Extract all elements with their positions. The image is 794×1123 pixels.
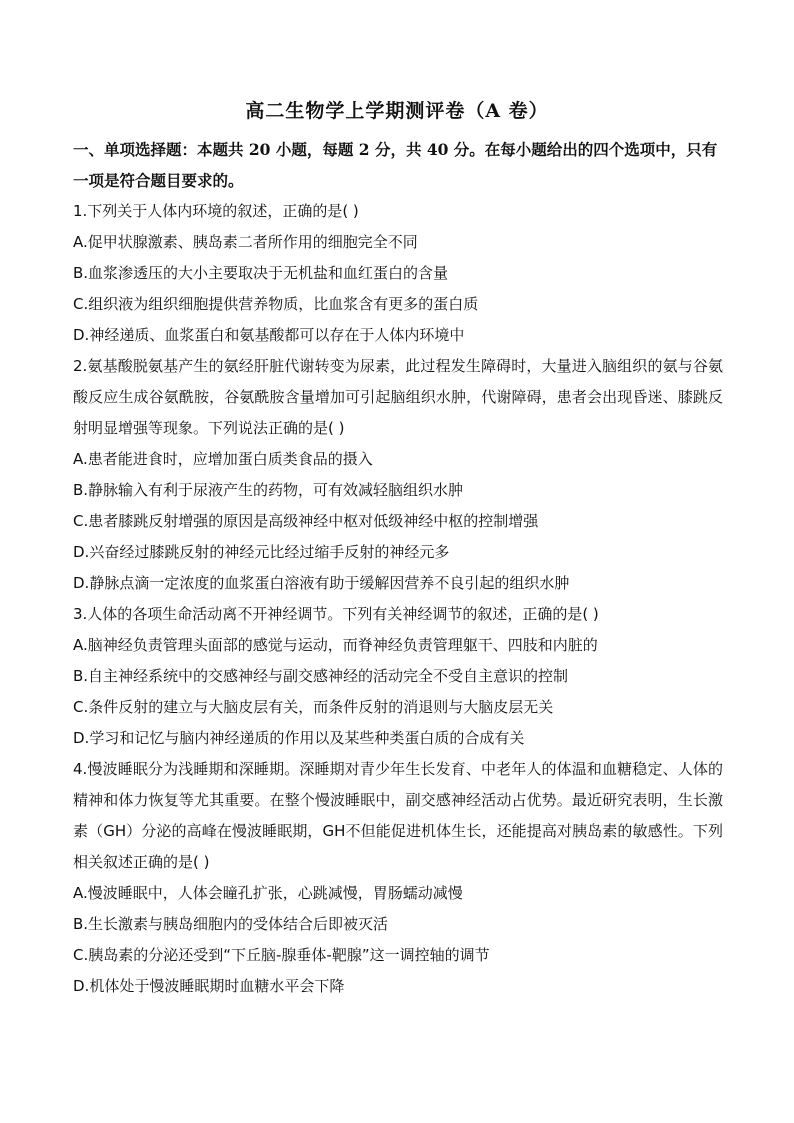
option-a: A.脑神经负责管理头面部的感觉与运动，而脊神经负责管理躯干、四肢和内脏的 (73, 636, 598, 654)
question-3 (73, 599, 723, 754)
option-d: D.兴奋经过膝跳反射的神经元比经过缩手反射的神经元多 (73, 543, 450, 561)
option-a: A.慢波睡眠中，人体会瞳孔扩张，心跳减慢，胃肠蠕动减慢 (73, 884, 463, 902)
option-d-extra: D.静脉点滴一定浓度的血浆蛋白溶液有助于缓解因营养不良引起的组织水肿 (73, 574, 570, 592)
question-stem: 1.下列关于人体内环境的叙述，正确的是( ) (73, 202, 359, 220)
exam-content (73, 134, 723, 1002)
option-a: A.促甲状腺激素、胰岛素二者所作用的细胞完全不同 (73, 233, 418, 251)
option-b: B.静脉输入有利于尿液产生的药物，可有效减轻脑组织水肿 (73, 481, 464, 499)
question-1 (73, 196, 723, 351)
question-stem: 3.人体的各项生命活动离不开神经调节。下列有关神经调节的叙述，正确的是( ) (73, 605, 599, 623)
option-c: C.组织液为组织细胞提供营养物质，比血浆含有更多的蛋白质 (73, 295, 479, 313)
option-b: B.血浆渗透压的大小主要取决于无机盐和血红蛋白的含量 (73, 264, 449, 282)
option-d: D.神经递质、血浆蛋白和氨基酸都可以存在于人体内环境中 (73, 326, 465, 344)
option-d: D.学习和记忆与脑内神经递质的作用以及某些种类蛋白质的合成有关 (73, 729, 525, 747)
option-b: B.自主神经系统中的交感神经与副交感神经的活动完全不受自主意识的控制 (73, 667, 569, 685)
option-c: C.胰岛素的分泌还受到“下丘脑-腺垂体-靶腺”这一调控轴的调节 (73, 946, 490, 964)
question-2 (73, 351, 723, 599)
question-stem: 4.慢波睡眠分为浅睡期和深睡期。深睡期对青少年生长发育、中老年人的体温和血糖稳定、人体的精神和体力恢复等尤其重要。在整个慢波睡眠中，副交感神经活动占优势。最近研究表明，生长激素（GH）分泌的高峰在慢波睡眠期，GH不但能促进机体生长，还能提高对胰岛素的敏感性。下列相关叙述正确的是( ) (73, 760, 723, 871)
page-title: 高二生物学上学期测评卷（A 卷） (245, 100, 549, 122)
option-a: A.患者能进食时，应增加蛋白质类食品的摄入 (73, 450, 373, 468)
option-b: B.生长激素与胰岛细胞内的受体结合后即被灭活 (73, 915, 389, 933)
question-stem: 2.氨基酸脱氨基产生的氨经肝脏代谢转变为尿素，此过程发生障碍时，大量进入脑组织的氨与谷氨酸反应生成谷氨酰胺，谷氨酰胺含量增加可引起脑组织水肿，代谢障碍，患者会出现昏迷、膝跳反射明显增强等现象。下列说法正确的是( ) (73, 357, 723, 437)
question-4 (73, 754, 723, 1002)
option-d: D.机体处于慢波睡眠期时血糖水平会下降 (73, 977, 345, 995)
section-heading: 一、单项选择题：本题共 20 小题，每题 2 分，共 40 分。在每小题给出的四个选项中，只有一项是符合题目要求的。 (73, 140, 718, 190)
option-c: C.条件反射的建立与大脑皮层有关，而条件反射的消退则与大脑皮层无关 (73, 698, 554, 716)
option-c: C.患者膝跳反射增强的原因是高级神经中枢对低级神经中枢的控制增强 (73, 512, 539, 530)
